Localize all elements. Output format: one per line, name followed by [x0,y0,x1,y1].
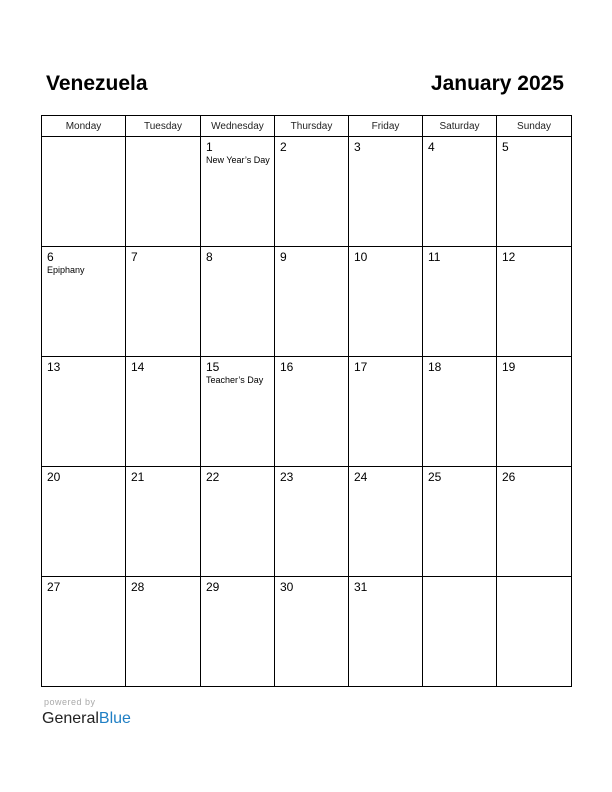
day-cell [42,247,126,357]
country-title: Venezuela [46,72,148,95]
day-cell [423,137,497,247]
day-number: 9 [280,250,287,264]
day-number: 7 [131,250,138,264]
day-number: 22 [206,470,220,484]
holiday-label: New Year’s Day [206,155,270,165]
day-cell [201,467,275,577]
day-number: 26 [502,470,516,484]
day-number: 18 [428,360,442,374]
day-cell [275,467,349,577]
day-cell [42,577,126,687]
week-row [42,247,572,357]
day-cell [275,137,349,247]
day-cell [497,357,572,467]
weekday-monday: Monday [42,116,126,137]
day-number: 12 [502,250,516,264]
day-number: 31 [354,580,368,594]
day-cell [423,357,497,467]
day-cell [349,357,423,467]
powered-by-text: powered by [44,697,96,707]
day-number: 30 [280,580,294,594]
day-cell [126,467,201,577]
day-cell [126,577,201,687]
day-number: 6 [47,250,54,264]
day-cell [423,577,497,687]
day-cell [423,247,497,357]
day-cell [349,467,423,577]
day-cell [497,467,572,577]
weekday-header-row [42,116,572,137]
day-cell [42,137,126,247]
day-cell [42,357,126,467]
week-row [42,137,572,247]
generalblue-logo[interactable] [42,709,131,729]
day-cell [349,247,423,357]
day-number: 21 [131,470,145,484]
day-number: 24 [354,470,368,484]
day-cell [349,577,423,687]
day-number: 28 [131,580,145,594]
day-cell [126,357,201,467]
day-cell [42,467,126,577]
weekday-saturday: Saturday [423,116,497,137]
day-number: 8 [206,250,213,264]
day-number: 10 [354,250,368,264]
day-number: 14 [131,360,145,374]
holiday-label: Epiphany [47,265,85,275]
day-number: 3 [354,140,361,154]
holiday-label: Teacher’s Day [206,375,264,385]
weekday-wednesday: Wednesday [201,116,275,137]
day-cell [126,137,201,247]
day-cell [497,577,572,687]
day-number: 5 [502,140,509,154]
week-row [42,357,572,467]
day-number: 13 [47,360,61,374]
weekday-thursday: Thursday [275,116,349,137]
day-cell [126,247,201,357]
day-number: 27 [47,580,61,594]
brand-general-text: General [42,710,99,727]
day-number: 1 [206,140,213,154]
day-number: 4 [428,140,435,154]
calendar-grid [41,115,572,687]
day-number: 11 [428,250,441,264]
weekday-friday: Friday [349,116,423,137]
day-number: 29 [206,580,220,594]
day-cell [275,357,349,467]
weekday-tuesday: Tuesday [126,116,201,137]
week-row [42,577,572,687]
day-cell [349,137,423,247]
day-number: 19 [502,360,516,374]
day-cell [201,577,275,687]
day-number: 15 [206,360,220,374]
day-number: 17 [354,360,368,374]
brand-blue-text: Blue [98,710,131,727]
day-number: 20 [47,470,61,484]
day-cell [201,137,275,247]
day-cell [201,357,275,467]
day-cell [423,467,497,577]
day-cell [497,137,572,247]
day-cell [497,247,572,357]
day-cell [275,247,349,357]
day-number: 23 [280,470,294,484]
week-row [42,467,572,577]
day-number: 25 [428,470,442,484]
day-cell [275,577,349,687]
day-number: 2 [280,140,287,154]
day-cell [201,247,275,357]
day-number: 16 [280,360,294,374]
month-title: January 2025 [430,72,564,95]
weekday-sunday: Sunday [497,116,572,137]
